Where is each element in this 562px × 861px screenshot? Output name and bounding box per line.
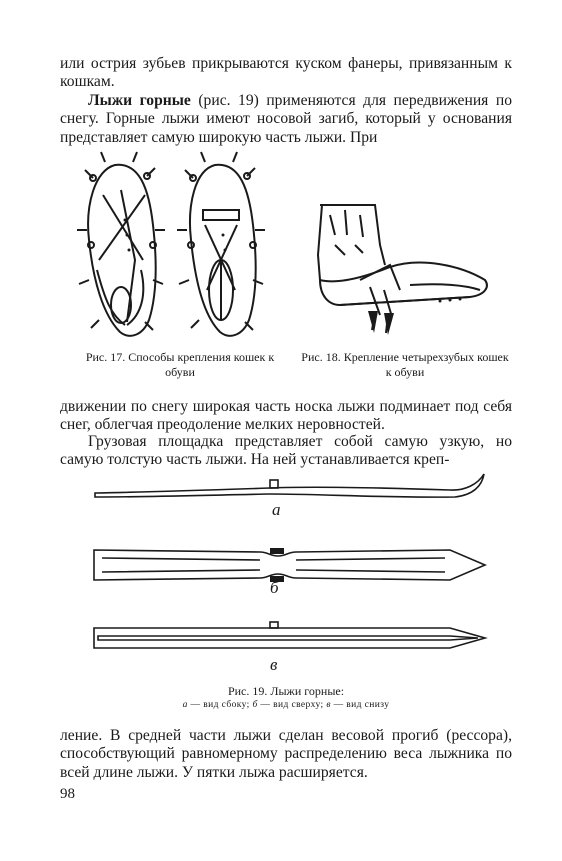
sub-text-a: — вид сбоку; — [187, 700, 253, 710]
figure-19b-ski-top — [90, 540, 490, 590]
paragraph-2 — [60, 92, 512, 147]
page-number: 98 — [60, 786, 75, 802]
paragraph-5: ление. В средней части лыжи сделан весовой прогиб (рессора), способствующий равномерному распределению веса лыжника по всей длине лыжи. У пятки лыжа расширяется. — [60, 727, 512, 781]
figure-19-label-a: а — [272, 500, 281, 519]
figure-19-caption: Рис. 19. Лыжи горные: — [227, 684, 345, 698]
paragraph-3: движении по снегу широкая часть носка лыжи подминает под себя снег, облегчая преодоление мелких неровностей. — [60, 398, 512, 434]
sub-label-a: а — [182, 700, 188, 710]
figure-19-label-b: б — [270, 578, 279, 597]
figure-19a-ski-side — [90, 470, 490, 510]
sub-text-c: — вид снизу — [330, 700, 390, 710]
figure-18-drawing — [300, 195, 500, 345]
figure-17-drawing — [75, 150, 275, 345]
figure-19c-ski-bottom — [90, 620, 490, 660]
figure-19-subcaption — [60, 700, 512, 710]
figure-18-caption: Рис. 18. Крепление четырехзубых кошек к обуви — [301, 350, 509, 379]
figure-17-caption: Рис. 17. Способы крепления кошек к обуви — [85, 350, 275, 379]
sub-label-b: б — [252, 700, 258, 710]
sub-label-c: в — [326, 700, 331, 710]
paragraph-1: или острия зубьев прикрываются куском фанеры, привязанным к кошкам. — [60, 55, 512, 91]
paragraph-4: Грузовая площадка представляет собой самую узкую, но самую толстую часть лыжи. На ней устанавливается креп- — [60, 433, 512, 469]
term-ski-mountain: Лыжи горные — [88, 92, 191, 109]
sub-text-b: — вид сверху; — [257, 700, 327, 710]
figure-19-label-c: в — [270, 655, 278, 674]
paragraph-2-text: (рис. 19) применяются для передвижения по снегу. Горные лыжи имеют носовой загиб, который у основания представляет самую широкую часть лыжи. При — [60, 92, 512, 146]
